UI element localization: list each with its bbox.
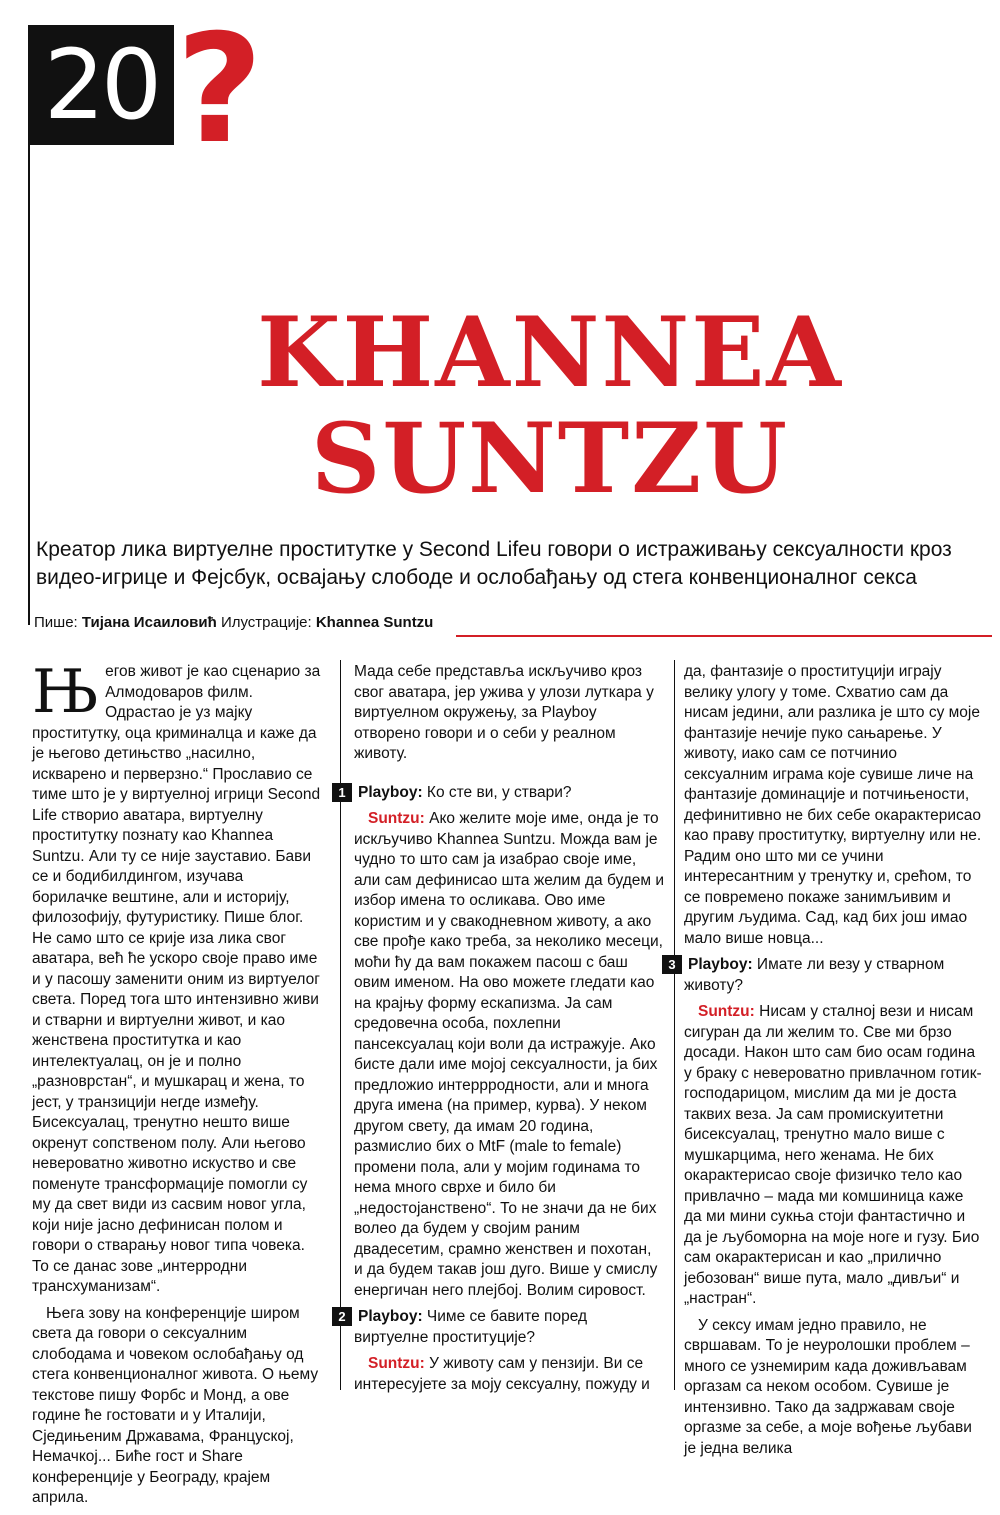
column-divider-1	[340, 660, 341, 1390]
col1-p1-text: егов живот је као сценарио за Алмодоваров филм. Одрастао је уз мајку проститутку, оца криминалца и каже да је његово детињство „насилно, искварено и перверзно.“ Прославио се тиме што је у виртуелној игрици Second Life створио аватара, виртуелну проститутку познату као Khannea Suntzu. Али ту се није зауставио. Бави се и бодибилдингом, изучава борилачке вештине, али и историју, филозофију, футуристику. Пише блог. Не само што се крије иза лика свог аватара, већ ће ускоро своје право име и у пасошу заменити оним из виртуелог света. Поред тога што интензивно живи и стварни и виртуелни живот, и као женствена проститутка и као интелектуалац, он је и полно „разноврстан“, и мушкарац и жена, то јест, у транзицији негде између. Бисексуалац, тренутно нешто више окренут сопственом полу. Али његово невероватно животно искуство и све поменуте трансформације помогли су му да свет види из сасвим новог угла, који није јасно дефинисан полом и говори о стварању новог типа човека. То се данас зове „интерродни трансхуманизам“.	[32, 663, 321, 1295]
answer-1-label: Suntzu:	[368, 810, 425, 827]
question-2-label: Playboy:	[358, 1308, 423, 1325]
author-name: Тијана Исаиловић	[81, 614, 217, 631]
question-1	[338, 783, 664, 804]
article-title	[200, 296, 900, 515]
answer-3-label: Suntzu:	[698, 1003, 755, 1020]
left-vertical-rule	[28, 145, 30, 625]
question-1-text: Ко сте ви, у ствари?	[426, 783, 572, 801]
question-3-label: Playboy:	[688, 956, 753, 973]
col1-paragraph-1	[32, 657, 322, 1298]
answer-1-text: Ако желите моје име, онда је то искључиво Khannea Suntzu. Можда вам је чудно то што сам ја изабрао своје име, али сам дефинисао шта желим да будем и избор имена то осликава. Ово име користим и у свакодневном животу, а ако све прође како треба, за неколико месеци, моћи ћу да вам покажем пасош с баш овим именом. На ово можете гледати као на крајњу форму ескапизма. Ја сам средовечна особа, похлепни пансексуалац који воли да истражује. Ако бисте дали име мојој сексуалности, ја бих предложио интеррродности, али и многа друга имена (на пример, курва). У неком другом свету, да имам 20 година, размислио бих о MtF (male to female) промени пола, али у мојим годинама то нема много сврхе и било би „недостојанствено“. То не значи да не бих волео да будем у својим раним двадесетим, срамно женствен и похотан, и да будем такав још дуго. Више у смислу енергичан него плејбој. Волим сировост.	[354, 810, 665, 1299]
drop-cap: Њ	[32, 657, 100, 727]
credits-line	[34, 614, 433, 631]
question-2-text: Чиме се бавите поред виртуелне проституције?	[354, 1308, 588, 1346]
issue-number-badge: 20	[28, 25, 174, 145]
question-2	[338, 1307, 664, 1348]
col1-paragraph-2: Њега зову на конференције широм света да говори о сексуалним слободама и човеком ослобађању од стега конвенционалног живота. О њему текстове пишу Форбс и Монд, а ове године ће гостовати и у Италији, Сједињеним Државама, Француској, Немачкој... Биће гост и Share конференције у Београду, крајем априла.	[32, 1304, 319, 1506]
answer-3-text: Нисам у сталној вези и нисам сигуран да ли желим то. Све ми брзо досади. Након што сам био осам година у браку с невероватно привлачном готик-господарицом, мислим да ми је доста таквих веза. Ја сам промискуитетни бисексуалац, тренутно мало више с мушкарцима, него женама. Не бих окарактерисао своје физичко тело као привлачно – мада ми комшиница каже да ми мини сукња стоји фантастично и да је љубоморна на моје ноге и гузу. Био сам окарактерисан и као „прилично јебозован“ више пута, мало „дивљи“ и „настран“.	[684, 1003, 982, 1307]
title-line-1: KHANNEA	[257, 296, 843, 409]
author-label: Пише:	[34, 614, 78, 631]
answer-1	[354, 809, 664, 1301]
lead-paragraph: Креатор лика виртуелне проститутке у Second Lifeu говори о истраживању сексуалности кроз видео-игрице и Фејсбук, освајању слободе и ослобађању од стега конвенционалног секса	[36, 538, 952, 589]
question-2-number: 2	[332, 1307, 352, 1326]
question-1-number: 1	[332, 783, 352, 802]
col3-paragraph-1: да, фантазије о проституцији играју велику улогу у томе. Схватио сам да нисам једини, али разлика је што су моје фантазије нечије пуко сањарење. У животу, иако сам се потчинио сексуалним играма које сувише личе на фантазије доминације и потчињености, дефинитивно не бих себе окарактерисао као праву проститутку, виртуелну или не. Радим оно што ми се учини интересантним у тренутку и, срећом, то се повремено покаже занимљивим и другим људима. Сад, кад бих још имао мало више новца...	[684, 663, 982, 947]
column-1	[32, 657, 322, 1515]
answer-2-label: Suntzu:	[368, 1355, 425, 1372]
question-3	[668, 955, 984, 996]
answer-3	[684, 1002, 984, 1310]
answer-2	[354, 1354, 664, 1395]
question-3-text: Имате ли везу у стварном животу?	[684, 956, 945, 994]
column-divider-2	[674, 660, 675, 1390]
col3-paragraph-2: У сексу имам једно правило, не свршавам. То је неуролошки проблем – много се узнемирим када доживљавам оргазам са неком особом. Сувише је интензивно. Тако да задржавам своје оргазме за себе, а моје вођење љубави је једна велика	[684, 1316, 972, 1457]
column-2	[338, 662, 665, 1401]
question-mark: ?	[176, 3, 264, 177]
column-3	[668, 662, 984, 1465]
illustrator-name: Khannea Suntzu	[315, 614, 434, 631]
illustrations-label: Илустрације:	[220, 614, 312, 631]
credits-rule	[456, 635, 992, 637]
answer-2-text: У животу сам у пензији. Ви се интересујете за моју сексуалну, пожуду и	[354, 1355, 650, 1393]
title-line-2: SUNTZU	[310, 402, 790, 515]
question-1-label: Playboy:	[358, 783, 423, 801]
question-3-number: 3	[662, 955, 682, 974]
col2-intro: Мада себе представља искључиво кроз свог аватара, јер ужива у улози луткара у виртуелном окружењу, за Playboy отворено говори и о себи у реалном животу.	[354, 663, 654, 762]
